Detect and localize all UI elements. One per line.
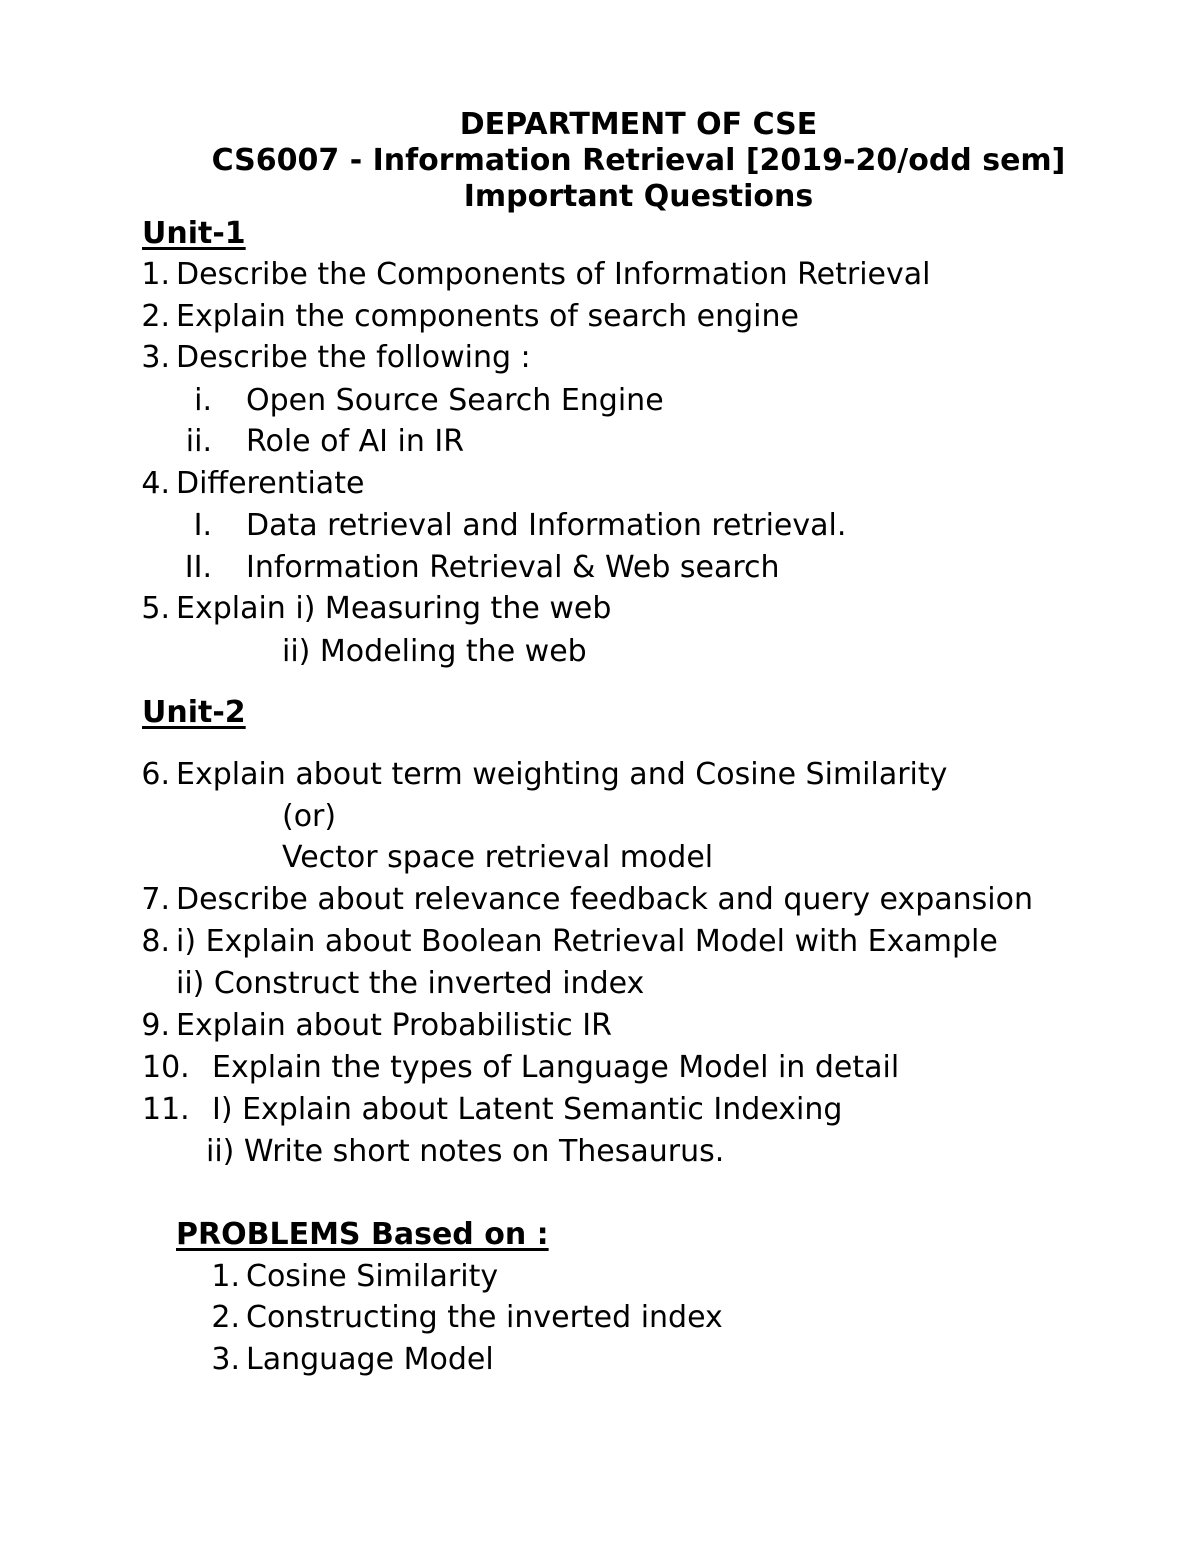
sub-question-text: Information Retrieval & Web search <box>246 550 780 585</box>
problem-text: Language Model <box>246 1342 494 1377</box>
question-number: 7. <box>141 882 170 917</box>
question-number: 3. <box>141 340 170 375</box>
question-number: 8. <box>141 924 170 959</box>
sub-question-number: i. <box>194 383 212 418</box>
question-number: 2. <box>141 299 170 334</box>
department-heading: DEPARTMENT OF CSE <box>459 107 818 142</box>
problems-title: PROBLEMS Based on : <box>176 1217 549 1252</box>
question-alternative: Vector space retrieval model <box>282 840 714 875</box>
question-continuation: ii) Write short notes on Thesaurus. <box>206 1134 725 1169</box>
problem-text: Constructing the inverted index <box>246 1300 723 1335</box>
question-text: i) Explain about Boolean Retrieval Model with Example <box>176 924 998 959</box>
question-text: Describe the Components of Information Retrieval <box>176 257 931 292</box>
sub-question-text: Role of AI in IR <box>246 424 465 459</box>
question-text: I) Explain about Latent Semantic Indexing <box>212 1092 843 1127</box>
sub-question-number: I. <box>193 508 212 543</box>
question-text: Explain about term weighting and Cosine Similarity <box>176 757 948 792</box>
question-number: 5. <box>141 591 170 626</box>
sub-question-text: Data retrieval and Information retrieval. <box>246 508 847 543</box>
question-or: (or) <box>282 799 337 834</box>
question-text: Explain the types of Language Model in detail <box>212 1050 900 1085</box>
problem-number: 3. <box>211 1342 240 1377</box>
course-title: CS6007 - Information Retrieval [2019-20/odd sem] <box>211 143 1066 178</box>
question-number: 10. <box>142 1050 190 1085</box>
unit-1-title: Unit-1 <box>142 216 246 251</box>
unit-2-title: Unit-2 <box>142 695 246 730</box>
problem-number: 2. <box>211 1300 240 1335</box>
question-text: Explain i) Measuring the web <box>176 591 612 626</box>
sub-question-number: ii. <box>185 424 212 459</box>
problem-text: Cosine Similarity <box>246 1259 499 1294</box>
problem-number: 1. <box>211 1259 240 1294</box>
question-text: Describe the following : <box>176 340 531 375</box>
document-subtitle: Important Questions <box>463 179 814 214</box>
question-text: Describe about relevance feedback and query expansion <box>176 882 1033 917</box>
question-continuation: ii) Construct the inverted index <box>176 966 645 1001</box>
question-text: Explain about Probabilistic IR <box>176 1008 612 1043</box>
question-number: 4. <box>141 466 170 501</box>
question-number: 11. <box>142 1092 190 1127</box>
sub-question-number: II. <box>184 550 212 585</box>
question-number: 9. <box>141 1008 170 1043</box>
sub-question-text: Open Source Search Engine <box>246 383 664 418</box>
question-number: 1. <box>141 257 170 292</box>
question-text: Explain the components of search engine <box>176 299 799 334</box>
question-continuation: ii) Modeling the web <box>282 634 587 669</box>
question-text: Differentiate <box>176 466 365 501</box>
question-number: 6. <box>141 757 170 792</box>
